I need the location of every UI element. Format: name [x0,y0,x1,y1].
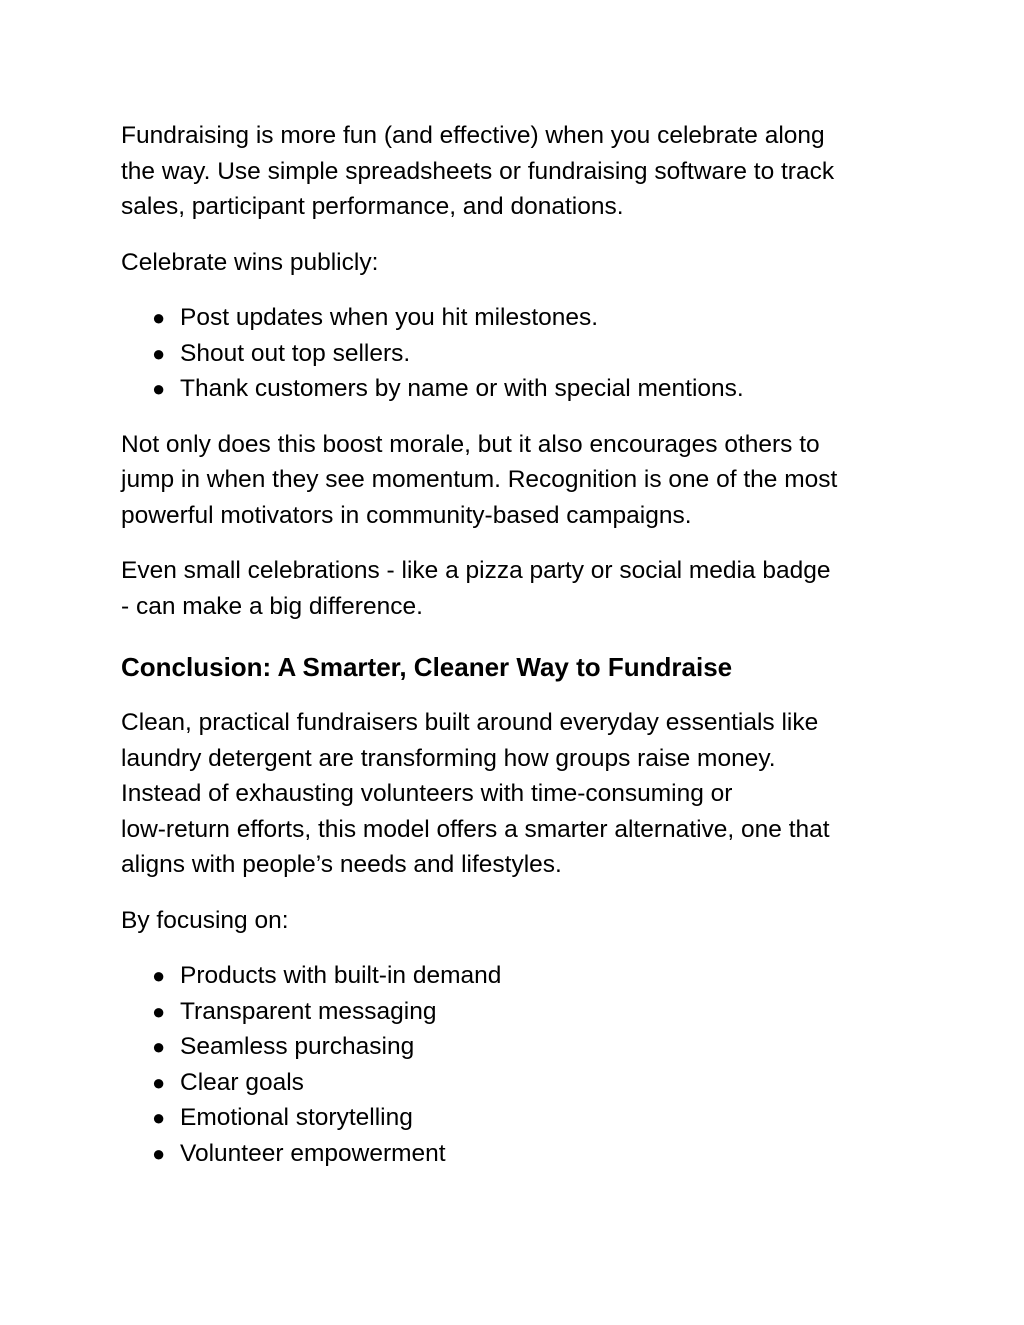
list-item-text: Thank customers by name or with special mentions. [180,375,744,402]
bullet-icon: ● [152,340,166,366]
list-item-text: Products with built-in demand [180,962,502,989]
text-line: the way. Use simple spreadsheets or fundraising software to track [121,157,835,185]
list-item-text: Seamless purchasing [180,1033,415,1060]
paragraph-morale [121,427,921,534]
list-item-text: Clear goals [180,1068,304,1096]
paragraph-tracking [121,118,921,225]
list-item [121,958,921,994]
list-item [121,300,921,336]
list-item [121,371,921,407]
bullet-icon: ● [152,1105,166,1130]
list-item-text: Volunteer empowerment [180,1139,446,1167]
bullet-icon: ● [152,998,166,1024]
text-line: Fundraising is more fun (and effective) when you celebrate along [121,122,825,149]
text-line: Clean, practical fundraisers built around everyday essentials like [121,709,819,736]
bullet-list-focus [121,958,921,1171]
list-item [121,994,921,1030]
list-item-text: Shout out top sellers. [180,339,411,367]
list-item-text: Emotional storytelling [180,1104,413,1131]
list-item [121,336,921,372]
paragraph-focusing: By focusing on: [121,906,289,934]
list-item [121,1136,921,1172]
paragraph-conclusion [121,705,921,883]
bullet-icon: ● [152,1069,166,1095]
list-item [121,1029,921,1065]
list-item-text: Transparent messaging [180,997,437,1025]
bullet-icon: ● [152,305,166,330]
text-line: aligns with people’s needs and lifestyles. [121,851,562,878]
paragraph-small-celebrations [121,553,921,624]
bullet-icon: ● [152,376,166,401]
text-line: - can make a big difference. [121,592,423,620]
list-item [121,1100,921,1136]
text-line: sales, participant performance, and donations. [121,193,624,220]
text-line: Not only does this boost morale, but it also encourages others to [121,430,820,458]
text-line: jump in when they see momentum. Recognition is one of the most [121,466,838,493]
text-line: Instead of exhausting volunteers with time-consuming or [121,780,733,807]
text-line: Even small celebrations - like a pizza party or social media badge [121,557,831,584]
list-item [121,1065,921,1101]
bullet-icon: ● [152,1140,166,1166]
text-line: laundry detergent are transforming how groups raise money. [121,744,776,772]
text-line: low-return efforts, this model offers a smarter alternative, one that [121,815,830,843]
list-item-text: Post updates when you hit milestones. [180,304,599,331]
bullet-icon: ● [152,963,166,988]
section-heading: Conclusion: A Smarter, Cleaner Way to Fundraise [121,652,733,682]
paragraph-celebrate: Celebrate wins publicly: [121,248,379,276]
text-line: powerful motivators in community-based campaigns. [121,501,692,529]
document-page [121,118,921,1191]
bullet-list-celebrate [121,300,921,407]
bullet-icon: ● [152,1034,166,1059]
